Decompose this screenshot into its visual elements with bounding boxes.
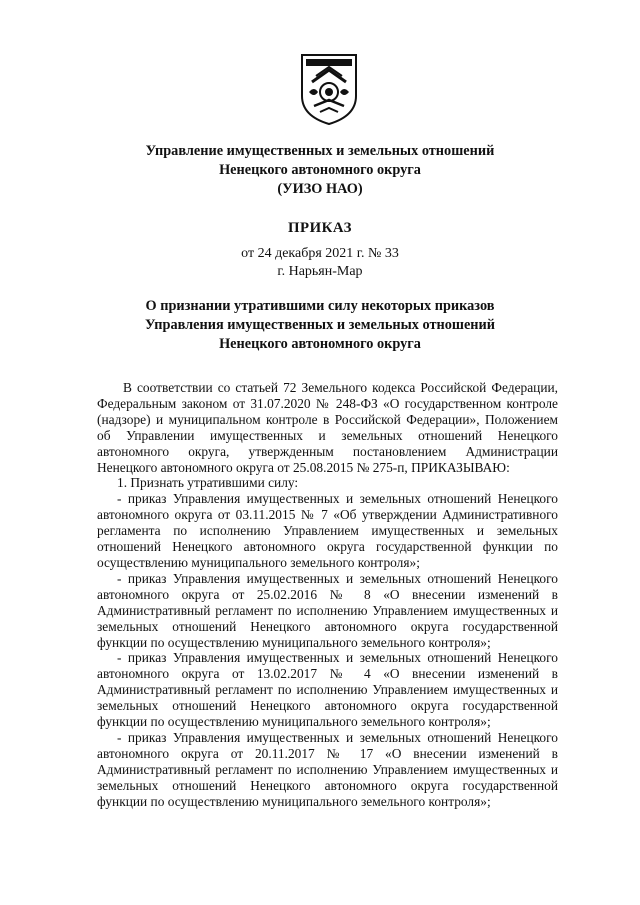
org-line-1: Управление имущественных и земельных отношений — [145, 143, 495, 159]
list-item: - приказ Управления имущественных и земельных отношений Ненецкого автономного округа от 13.02.2017 № 4 «О внесении изменений в Административный регламент по исполнению Управлением имущественных и земельных отношений Ненецкого автономного округа государственной функции по осуществлению муниципального земельного контроля»; — [97, 650, 558, 730]
order-subject — [60, 297, 580, 354]
order-date-block — [60, 245, 580, 281]
list-item: - приказ Управления имущественных и земельных отношений Ненецкого автономного округа от 03.11.2015 № 7 «Об утверждении Административного регламента по исполнению Управлением имущественных и земельных отношений Ненецкого автономного округа государственной функции по осуществлению муниципального земельного контроля»; — [97, 491, 558, 570]
org-line-2: Ненецкого автономного округа — [219, 162, 421, 178]
order-city: г. Нарьян-Мар — [277, 264, 363, 279]
organization-name — [60, 142, 580, 199]
subject-line-2: Управления имущественных и земельных отношений — [144, 317, 496, 333]
preamble-paragraph: В соответствии со статьей 72 Земельного кодекса Российской Федерации, Федеральным законом от 31.07.2020 № 248-ФЗ «О государственном контроле (надзоре) и муниципальном контроле в Российской Федерации», Положением об Управлении имущественных и земельных отношений Ненецкого автономного округа, утвержденным постановлением Администрации Ненецкого автономного округа от 25.08.2015 № 275-п, ПРИКАЗЫВАЮ: — [97, 380, 558, 475]
list-item: - приказ Управления имущественных и земельных отношений Ненецкого автономного округа от 20.11.2017 № 17 «О внесении изменений в Административный регламент по исполнению Управлением имущественных и земельных отношений Ненецкого автономного округа государственной функции по осуществлению муниципального земельного контроля»; — [97, 729, 558, 809]
subject-line-1: О признании утратившими силу некоторых приказов — [145, 298, 495, 314]
org-abbreviation: (УИЗО НАО) — [277, 181, 363, 197]
coat-of-arms-icon — [298, 52, 360, 126]
point-1: 1. Признать утратившими силу: — [117, 475, 299, 491]
order-date-number: от 24 декабря 2021 г. № 33 — [241, 246, 399, 261]
list-item: - приказ Управления имущественных и земельных отношений Ненецкого автономного округа от 25.02.2016 № 8 «О внесении изменений в Административный регламент по исполнению Управлением имущественных и земельных отношений Ненецкого автономного округа государственной функции по осуществлению муниципального земельного контроля»; — [97, 570, 558, 650]
document-title: ПРИКАЗ — [288, 220, 352, 236]
subject-line-3: Ненецкого автономного округа — [219, 336, 421, 352]
document-body — [97, 380, 558, 809]
